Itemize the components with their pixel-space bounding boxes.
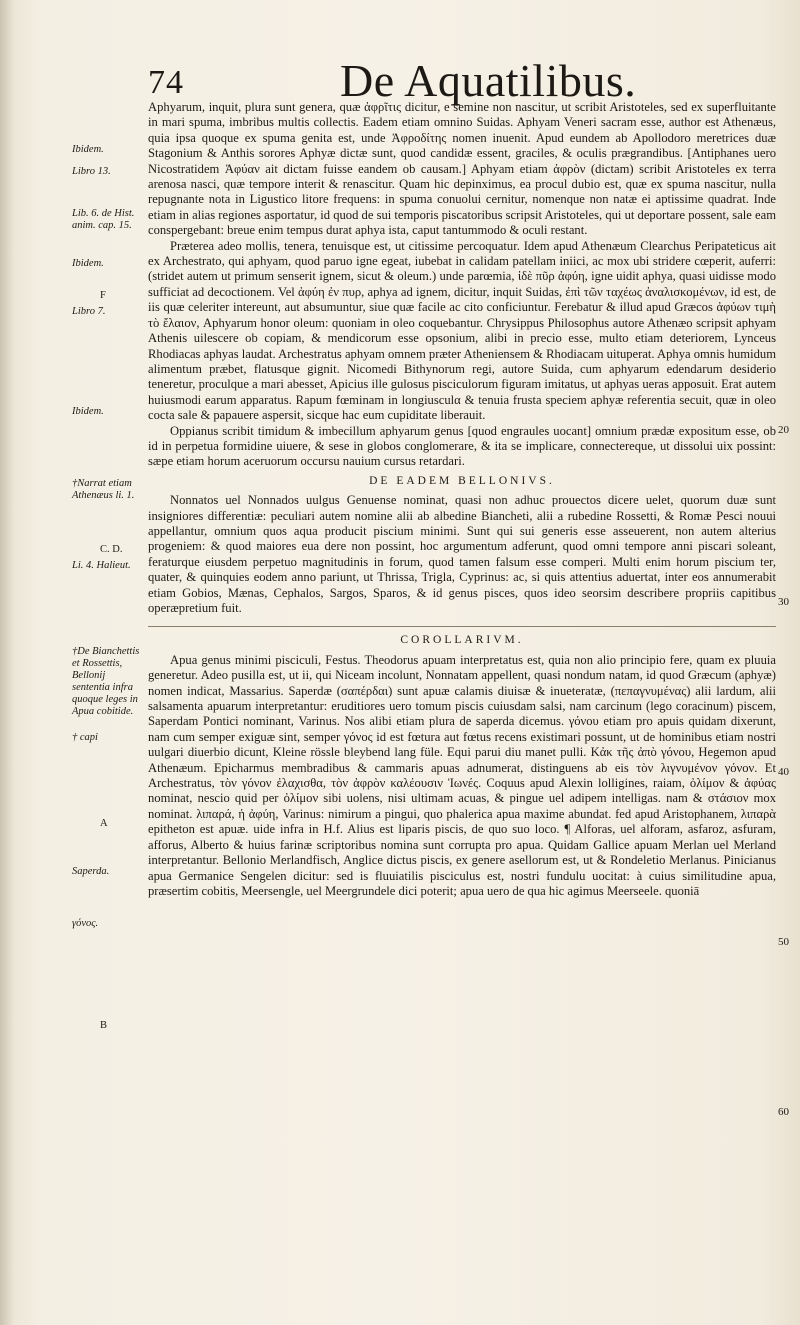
margin-note: †Narrat etiam Athenæus li. 1.	[72, 478, 135, 501]
paragraph: Oppianus scribit timidum & imbecillum aphyarum genus [quod engraules uocant] omnium prædæ expositum esse, ob id in perpetua formidine uiuere, & sese in globos conglomerare, & ita se implicare, connectereque, ut dissolui uix possint: sæpe etiam horum aceruorum occursu nauium cursus retardari.	[148, 423, 776, 469]
margin-note: B	[100, 1020, 108, 1031]
margin-note: Ibidem.	[72, 406, 104, 417]
running-title: De Aquatilibus.	[340, 55, 637, 106]
margin-note: † capi	[72, 732, 98, 743]
paragraph: Præterea adeo mollis, tenera, tenuisque est, ut citissime percoquatur. Idem apud Athenæum Clearchus Peripateticus ait ex Archestrato, qui aphyam, quod paruo igne egeat, iubebat in calidam patellam iniici, ac mox ubi stridere cœperit, auferri: (stridet autem ut primum senserit ignem, sicut & oleum.) unde parœmia, ἰδὲ πῦρ ἀφύη, igne uidit aphya, quasi uidisse modo sufficiat ad decoctionem. Vel ἀφύη ἐν πυρ, aphya ad ignem, dicitur, inquit Suidas, ἐπὶ τῶν ταχέως ἀναλισκομένων, id est, de iis quæ celeriter intereunt, aut absumuntur, siue quæ facile ac cito conficiuntur. Ferebatur & illud apud Græcos ἀφύων τιμὴ τὸ ἔλαιον, Aphyarum honor oleum: quoniam in oleo coquebantur. Chrysippus Philosophus autore Athenæo scripsit aphyam Athenis uilescere ob copiam, & mendicorum esse opsonium, alibi in precio esse, multo etiam deteriorem, Lynceus Rhodiacas aphyas laudat. Archestratus aphyam omnem præter Atheniensem & Rhodiacam uituperat. Aphya omnis humidum alimentum præbet, flatusque gignit. Nicomedi Bithynorum regi, autore Suida, cum aphyarum edendarum desiderio teneretur, proculque a mari abesset, Apicius ille gulosus pisciculorum figuram imitatus, ut aphyas ueras apposuit. Erat autem huiusmodi earum apparatus. Rapum fœminam in longiusculα & tenuia frusta speciem aphyæ referentia secuit, quæ in oleo cocta sale & papauere aspersit, sicque hac eum cupiditate liberauit.	[148, 238, 776, 423]
main-text-block	[148, 100, 776, 899]
line-number: 30	[778, 596, 789, 608]
paragraph: Nonnatos uel Nonnados uulgus Genuense nominat, quasi non adhuc prouectos dicere uelet, quorum duæ sunt insigniores differentiæ: peculiari autem nomine alii ab albedine Biancheti, alii a rubedine Rossetti, & Romæ Pesci nouui appellantur, omnium quos aqua producit piscium minimi. Sunt qui sui generis esse asseuerent, non autem alterius progeniem: & quod maiores eua dere non possint, hoc argumentum adferunt, quod omni tempore anni piscari soleant, feraturque eiusdem perpetuo magnitudinis in forum, quod tamen falsum esse comperi. Multi enim horum piscium ter, quater, & quinquies eodem anno pariunt, ut Thrissa, Trigla, Cyprinus: ac, si quis attentius aduertat, inter eos annumerabit etiam Gobios, Mænas, Cephalos, Sargos, Sparos, & id genus pisces, quos ideo seorsim describere propriis capitibus operæpretium fuit.	[148, 493, 776, 615]
margin-note: F	[100, 290, 106, 301]
section-heading: DE EADEM BELLONIVS.	[369, 474, 555, 487]
line-number: 40	[778, 766, 789, 778]
margin-note: γόνος.	[72, 918, 99, 929]
page-number: 74	[148, 64, 184, 101]
gutter-shadow	[0, 0, 14, 1325]
line-number: 20	[778, 424, 789, 436]
margin-note: Ibidem.	[72, 144, 104, 155]
margin-note: Libro 13.	[72, 166, 111, 177]
paragraph: Apua genus minimi pisciculi, Festus. Theodorus apuam interpretatus est, quia non alio principio fere, quam ex pluuia generetur. Adeo pusilla est, ut ii, qui Niceam incolunt, Nonnatam appellent, quasi nondum natam, id quod Græcum (aphyæ) nomen indicat, Massarius. Saperdæ (σαπέρδαι) sunt apuæ calamis diuisæ & inueteratæ, (πεπαγνυμένας) alii lardum, alii salsamenta apuarum interpretantur: eruditiores uero tomum piscis cuiusdam salsi, nam carcinum (lego coracinum) piscem, Saperdam Pontici nominant, Varinus. Nos alibi etiam plura de saperda dicemus. γόνου etiam pro apuis quidam dixerunt, nam cum semper exiguæ sint, semper γόνος id est fœtura aut fœtus recens existimari possunt, ut de hominibus etiam nostri uulgari diuerbio dicunt, Kleine rössle bleybend lang füle. Equi parui diu manet pulli. Κἀκ τῆς ἀπὸ γόνου, Hegemon apud Athenæum. Epicharmus membradibus & cammaris apuas adnumerat, distinguens ab eis τὸν λιγνυμένον γόνον. Et Archestratus, τὸν γόνον ἐλαχισθα, τὸν ἀφρὸν καλέουσιν Ἰωνές. Coquus apud Alexin lolligines, raiam, ὀλίμον & ἀφύας nominat, nescio quid per ὀλίμον sibi uolens, nisi ultimam acuas, & pingue uel adipem intelligas. nam & στάσιον mox nominat. λιπαρά, ἡ ἀφύη, Varinus: nimirum a pingui, quo phalerica apua maxime abundat. fed apud Aristophanem, λιπαρὰ epitheton est apuæ. uide infra in H.f. Alius est liparis piscis, de quo suo loco. ¶ Alforas, uel alforam, asfaroz, asfuram, afforus, Alberto & huius farinæ scriptoribus nomina sunt corrupta pro apua. Quidam Gallice apuam Merlan uel Merland interpretantur. Bellonio Merlandfisch, Anglice dictus piscis, ex genere asellorum est, ut & Rondeletio Merlanus. Pinicianus apua Germanice Sengelen dicitur: sed is fluuiatilis pisciculus est, nostri fundulu uocitat: à cuius similitudine apua, præsertim cobitis, Meersengle, uel Meergrundele dici poterit; apua uero de qua hic agimus Meerseele. quoniā	[148, 652, 776, 898]
margin-note: Saperda.	[72, 866, 110, 877]
margin-note: Ibidem.	[72, 258, 104, 269]
margin-note: †De Bianchettis et Rossettis, Bellonij sententia infra quoque leges in Apua cobitide.	[72, 646, 140, 717]
margin-note: C. D.	[100, 544, 123, 555]
divider	[148, 626, 776, 627]
margin-note: Libro 7.	[72, 306, 106, 317]
line-number: 60	[778, 1106, 789, 1118]
paragraph: Aphyarum, inquit, plura sunt genera, quæ ἀφρῖτις dicitur, e semine non nascitur, ut scribit Aristoteles, sed ex superfluitante in mari spuma, imbribus multis collectis. Eadem etiam omnino Suidas. Aphyam Veneri sacram esse, author est Athenæus, quia ipsa quoque ex spuma genita est, unde Ἀφροδίτης nomen inuenit. Apud eundem ab Apollodoro meretrices duæ Stagonium & Anthis sorores Aphyæ dictæ sunt, quod candidæ essent, graciles, & oculis prægrandibus. [Antiphanes uero Nicostratidem Ἀφύαν ait dictam fuisse eandem ob causam.] Aphyam etiam ἀφρὸν (dictam) scribit Aristoteles ex terra arenosa nasci, quæ tempore interit & renascitur. Quam hic depinximus, ea procul dubio est, quæ ex spuma nascitur, nulla repugnante nota in Ligustico litore frequens: in spuma conuolui cernitur, nomenque non natæ ei aptissime quadrat. Inde etiam in alias regiones asportatur, id quod de sui temporis piscatoribus scripsit Aristoteles, qui ut deportare possent, sale eam conspergebant: breue enim tempus durat aphya ista, caput tantummodo & oculi restant.	[148, 100, 776, 238]
margin-note: Lib. 6. de Hist. anim. cap. 15.	[72, 208, 135, 231]
line-number: 50	[778, 936, 789, 948]
margin-note: A	[100, 818, 108, 829]
section-heading: COROLLARIVM.	[400, 634, 524, 647]
margin-note: Li. 4. Halieut.	[72, 560, 131, 571]
